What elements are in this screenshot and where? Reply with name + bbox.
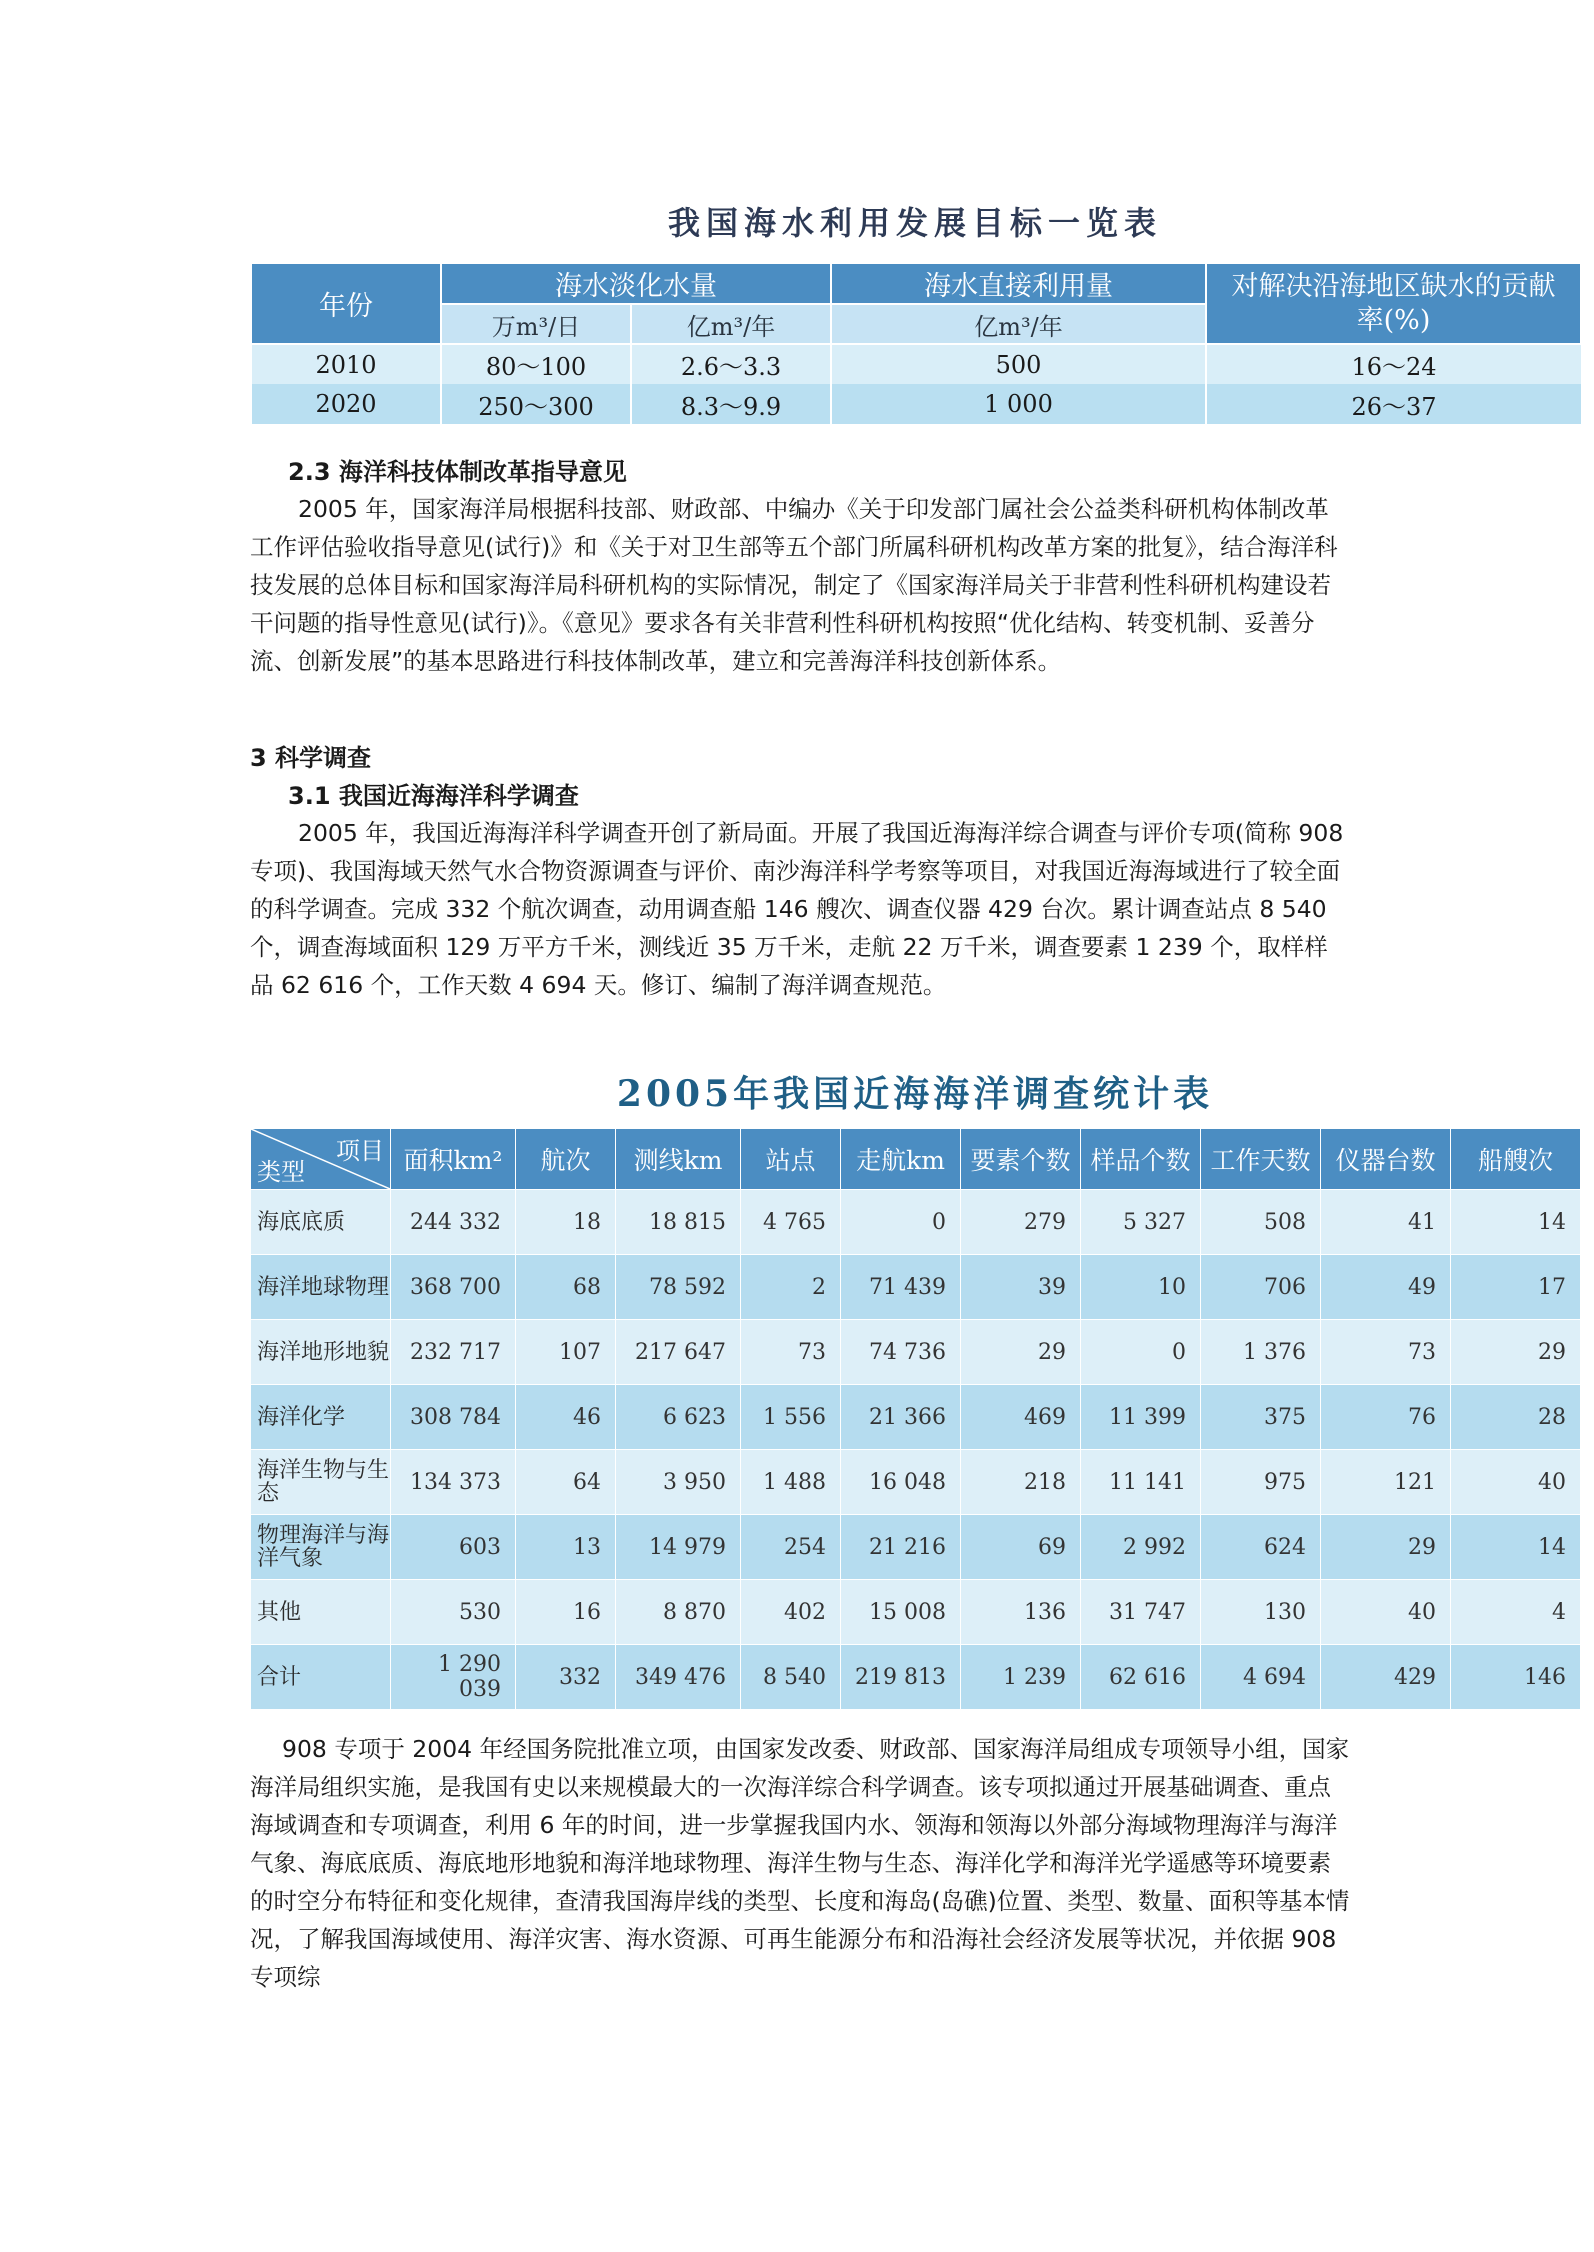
table-cell: 11 399 xyxy=(1081,1385,1201,1450)
table-cell: 624 xyxy=(1201,1515,1321,1580)
section-2-3-heading: 2.3 海洋科技体制改革指导意见 xyxy=(288,458,627,486)
corner-top-label: 项目 xyxy=(336,1137,384,1165)
table-row xyxy=(251,1385,1581,1450)
row-label: 合计 xyxy=(251,1645,391,1710)
column-header: 样品个数 xyxy=(1081,1129,1201,1190)
unit-desal-year: 亿m³/年 xyxy=(631,304,831,344)
table-cell: 508 xyxy=(1201,1190,1321,1255)
header-year: 年份 xyxy=(251,263,441,344)
table-row xyxy=(251,1255,1581,1320)
table-cell: 17 xyxy=(1451,1255,1581,1320)
table-cell: 18 xyxy=(516,1190,616,1255)
table-cell: 6 623 xyxy=(616,1385,741,1450)
row-label: 海洋化学 xyxy=(251,1385,391,1450)
header-contrib: 对解决沿海地区缺水的贡献率(%) xyxy=(1206,263,1581,344)
table-row xyxy=(251,1580,1581,1645)
table-cell: 21 366 xyxy=(841,1385,961,1450)
table-cell: 218 xyxy=(961,1450,1081,1515)
table-cell: 8 540 xyxy=(741,1645,841,1710)
table-cell: 402 xyxy=(741,1580,841,1645)
table-cell: 130 xyxy=(1201,1580,1321,1645)
section-3-1-paragraph: 2005 年，我国近海海洋科学调查开创了新局面。开展了我国近海海洋综合调查与评价专项(简称 908 专项)、我国海域天然气水合物资源调查与评价、南沙海洋科学考察等项目，对我国近海海域进行了较全面的科学调查。完成 332 个航次调查，动用调查船 146 艘次、调查仪器 429 台次。累计调查站点 8 540 个，调查海域面积 129 万平方千米，测线近 35 万千米，走航 22 万千米，调查要素 1 239 个，取样样品 62 616 个，工作天数 4 694 天。修订、编制了海洋调查规范。 xyxy=(250,819,1344,999)
row-label: 海底底质 xyxy=(251,1190,391,1255)
cell: 80～100 xyxy=(441,344,631,384)
corner-bottom-label: 类型 xyxy=(257,1158,305,1186)
table-cell: 244 332 xyxy=(391,1190,516,1255)
column-header: 船艘次 xyxy=(1451,1129,1581,1190)
table-cell: 107 xyxy=(516,1320,616,1385)
cell: 2010 xyxy=(251,344,441,384)
table-cell: 46 xyxy=(516,1385,616,1450)
table-cell: 68 xyxy=(516,1255,616,1320)
table-cell: 219 813 xyxy=(841,1645,961,1710)
table-cell: 10 xyxy=(1081,1255,1201,1320)
table-cell: 0 xyxy=(1081,1320,1201,1385)
table-cell: 31 747 xyxy=(1081,1580,1201,1645)
cell: 26～37 xyxy=(1206,384,1581,424)
table-cell: 1 488 xyxy=(741,1450,841,1515)
table-cell: 41 xyxy=(1321,1190,1451,1255)
table-cell: 254 xyxy=(741,1515,841,1580)
row-label: 海洋生物与生态 xyxy=(251,1450,391,1515)
table-cell: 14 979 xyxy=(616,1515,741,1580)
column-header: 面积km² xyxy=(391,1129,516,1190)
table-cell: 21 216 xyxy=(841,1515,961,1580)
survey-stats-table xyxy=(250,1128,1581,1710)
table-cell: 121 xyxy=(1321,1450,1451,1515)
table-cell: 69 xyxy=(961,1515,1081,1580)
table-cell: 73 xyxy=(1321,1320,1451,1385)
table-cell: 18 815 xyxy=(616,1190,741,1255)
table-cell: 15 008 xyxy=(841,1580,961,1645)
table-cell: 975 xyxy=(1201,1450,1321,1515)
column-header: 测线km xyxy=(616,1129,741,1190)
table-row xyxy=(251,384,1581,424)
column-header: 工作天数 xyxy=(1201,1129,1321,1190)
row-label: 海洋地形地貌 xyxy=(251,1320,391,1385)
table-cell: 49 xyxy=(1321,1255,1451,1320)
table-cell: 0 xyxy=(841,1190,961,1255)
table-cell: 14 xyxy=(1451,1515,1581,1580)
cell: 500 xyxy=(831,344,1206,384)
cell: 8.3～9.9 xyxy=(631,384,831,424)
table-cell: 4 xyxy=(1451,1580,1581,1645)
table-cell: 13 xyxy=(516,1515,616,1580)
table-cell: 332 xyxy=(516,1645,616,1710)
table-cell: 603 xyxy=(391,1515,516,1580)
water-use-targets-table xyxy=(250,262,1582,424)
closing-paragraph: 908 专项于 2004 年经国务院批准立项，由国家发改委、财政部、国家海洋局组成专项领导小组，国家海洋局组织实施，是我国有史以来规模最大的一次海洋综合科学调查。该专项拟通过开展基础调查、重点海域调查和专项调查，利用 6 年的时间，进一步掌握我国内水、领海和领海以外部分海域物理海洋与海洋气象、海底底质、海底地形地貌和海洋地球物理、海洋生物与生态、海洋化学和海洋光学遥感等环境要素的时空分布特征和变化规律，查清我国海岸线的类型、长度和海岛(岛礁)位置、类型、数量、面积等基本情况，了解我国海域使用、海洋灾害、海水资源、可再生能源分布和沿海社会经济发展等状况，并依据 908 专项综 xyxy=(250,1735,1350,1991)
table-cell: 134 373 xyxy=(391,1450,516,1515)
table-cell: 16 xyxy=(516,1580,616,1645)
header-desal: 海水淡化水量 xyxy=(441,263,831,304)
table-row xyxy=(251,1515,1581,1580)
table-cell: 40 xyxy=(1321,1580,1451,1645)
table-cell: 279 xyxy=(961,1190,1081,1255)
table2-title: 2005年我国近海海洋调查统计表 xyxy=(616,1073,1214,1115)
section-3-1-heading: 3.1 我国近海海洋科学调查 xyxy=(288,782,579,810)
table-row xyxy=(251,1645,1581,1710)
row-label: 海洋地球物理 xyxy=(251,1255,391,1320)
table-cell: 429 xyxy=(1321,1645,1451,1710)
table-cell: 2 xyxy=(741,1255,841,1320)
table-cell: 74 736 xyxy=(841,1320,961,1385)
table-cell: 73 xyxy=(741,1320,841,1385)
table-cell: 78 592 xyxy=(616,1255,741,1320)
table-cell: 11 141 xyxy=(1081,1450,1201,1515)
table-cell: 71 439 xyxy=(841,1255,961,1320)
table1-title: 我国海水利用发展目标一览表 xyxy=(667,204,1162,242)
cell: 16～24 xyxy=(1206,344,1581,384)
table-cell: 146 xyxy=(1451,1645,1581,1710)
table-row xyxy=(251,1450,1581,1515)
header-row xyxy=(251,1129,1581,1190)
table-cell: 28 xyxy=(1451,1385,1581,1450)
table-cell: 469 xyxy=(961,1385,1081,1450)
table-cell: 5 327 xyxy=(1081,1190,1201,1255)
table-cell: 40 xyxy=(1451,1450,1581,1515)
table-cell: 8 870 xyxy=(616,1580,741,1645)
cell: 250～300 xyxy=(441,384,631,424)
unit-direct-year: 亿m³/年 xyxy=(831,304,1206,344)
column-header: 要素个数 xyxy=(961,1129,1081,1190)
row-label: 其他 xyxy=(251,1580,391,1645)
column-header: 站点 xyxy=(741,1129,841,1190)
table-cell: 29 xyxy=(1451,1320,1581,1385)
table-cell: 76 xyxy=(1321,1385,1451,1450)
table-cell: 2 992 xyxy=(1081,1515,1201,1580)
table-row xyxy=(251,1320,1581,1385)
table-cell: 3 950 xyxy=(616,1450,741,1515)
cell: 2020 xyxy=(251,384,441,424)
table-cell: 4 765 xyxy=(741,1190,841,1255)
table-row xyxy=(251,1190,1581,1255)
table-cell: 64 xyxy=(516,1450,616,1515)
table-cell: 1 376 xyxy=(1201,1320,1321,1385)
table-cell: 706 xyxy=(1201,1255,1321,1320)
table-cell: 39 xyxy=(961,1255,1081,1320)
table-cell: 14 xyxy=(1451,1190,1581,1255)
table-cell: 308 784 xyxy=(391,1385,516,1450)
table-cell: 368 700 xyxy=(391,1255,516,1320)
table-cell: 29 xyxy=(961,1320,1081,1385)
table-cell: 375 xyxy=(1201,1385,1321,1450)
header-direct: 海水直接利用量 xyxy=(831,263,1206,304)
cell: 1 000 xyxy=(831,384,1206,424)
table-cell: 136 xyxy=(961,1580,1081,1645)
column-header: 航次 xyxy=(516,1129,616,1190)
table-cell: 349 476 xyxy=(616,1645,741,1710)
cell: 2.6～3.3 xyxy=(631,344,831,384)
table-cell: 217 647 xyxy=(616,1320,741,1385)
table-cell: 62 616 xyxy=(1081,1645,1201,1710)
section-3-heading: 3 科学调查 xyxy=(250,744,372,772)
column-header: 仪器台数 xyxy=(1321,1129,1451,1190)
table-cell: 1 556 xyxy=(741,1385,841,1450)
table-cell: 232 717 xyxy=(391,1320,516,1385)
table-cell: 1 239 xyxy=(961,1645,1081,1710)
table-cell: 1 290 039 xyxy=(391,1645,516,1710)
table-cell: 4 694 xyxy=(1201,1645,1321,1710)
table-row xyxy=(251,344,1581,384)
row-label: 物理海洋与海洋气象 xyxy=(251,1515,391,1580)
section-2-3-paragraph: 2005 年，国家海洋局根据科技部、财政部、中编办《关于印发部门属社会公益类科研机构体制改革工作评估验收指导意见(试行)》和《关于对卫生部等五个部门所属科研机构改革方案的批复》，结合海洋科技发展的总体目标和国家海洋局科研机构的实际情况，制定了《国家海洋局关于非营利性科研机构建设若干问题的指导性意见(试行)》。《意见》要求各有关非营利性科研机构按照“优化结构、转变机制、妥善分流、创新发展”的基本思路进行科技体制改革，建立和完善海洋科技创新体系。 xyxy=(250,495,1338,675)
column-header: 走航km xyxy=(841,1129,961,1190)
table-cell: 29 xyxy=(1321,1515,1451,1580)
corner-header xyxy=(251,1129,391,1190)
unit-desal-day: 万m³/日 xyxy=(441,304,631,344)
table-cell: 16 048 xyxy=(841,1450,961,1515)
table-cell: 530 xyxy=(391,1580,516,1645)
